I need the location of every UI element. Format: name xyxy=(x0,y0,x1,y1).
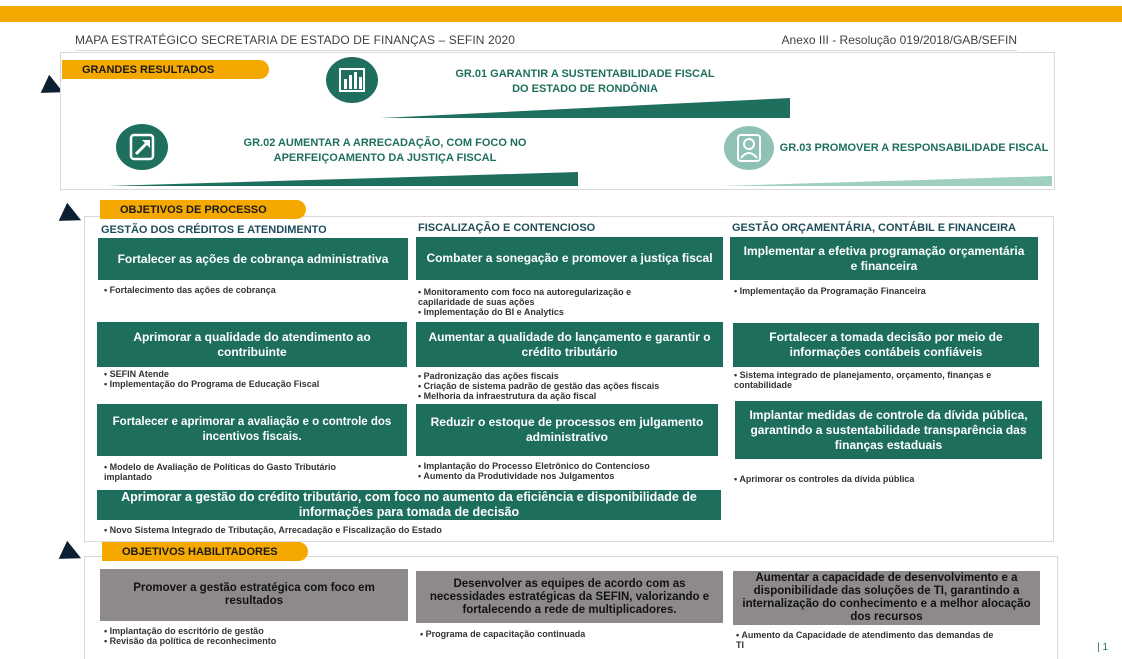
objective-tax-credit-management: Aprimorar a gestão do crédito tributário, com foco no aumento da eficiência e disponibilidade de informações para tomada de decisão xyxy=(97,490,721,520)
objective-tax-assessment: Aumentar a qualidade do lançamento e garantir o crédito tributário xyxy=(416,322,723,367)
it-initiatives: • Aumento da Capacidade de atendimento das demandas de TI xyxy=(736,630,994,650)
assessment-initiatives: • Padronização das ações fiscais • Criação de sistema padrão de gestão das ações fiscais • Melhoria da infraestrutura da ação fiscal xyxy=(418,371,660,401)
process-tab: OBJETIVOS DE PROCESSO xyxy=(100,200,306,219)
strategic-initiatives: • Implantação do escritório de gestão • Revisão da política de reconhecimento xyxy=(104,626,277,646)
col-credits-heading: GESTÃO DOS CRÉDITOS E ATENDIMENTO xyxy=(101,224,327,236)
backlog-initiatives: • Implantação do Processo Eletrônico do Contencioso • Aumento da Produtividade nos Julgamentos xyxy=(418,461,650,481)
enabler-strategic-management: Promover a gestão estratégica com foco em resultados xyxy=(100,569,408,621)
enabler-team-development: Desenvolver as equipes de acordo com as necessidades estratégicas da SEFIN, valorizando e fortalecendo a rede de multiplicadores. xyxy=(416,571,723,623)
annex-reference: Anexo III - Resolução 019/2018/GAB/SEFIN xyxy=(781,33,1017,47)
section-arrow-icon xyxy=(59,203,86,230)
objective-public-debt: Implantar medidas de controle da dívida pública, garantindo a sustentabilidade transparência das finanças estaduais xyxy=(735,401,1042,459)
objective-evasion: Combater a sonegação e promover a justiça fiscal xyxy=(416,237,723,280)
team-initiatives: • Programa de capacitação continuada xyxy=(420,629,586,639)
gr03-wedge xyxy=(722,176,1052,186)
enablers-tab: OBJETIVOS HABILITADORES xyxy=(102,542,308,561)
objective-backlog: Reduzir o estoque de processos em julgamento administrativo xyxy=(416,404,718,456)
arrow-up-right-icon xyxy=(116,124,168,170)
budget-initiatives: • Implementação da Programação Financeira xyxy=(734,286,926,296)
objective-budget-programming: Implementar a efetiva programação orçamentária e financeira xyxy=(730,237,1038,280)
gr02-wedge xyxy=(108,172,578,186)
enabler-it-capacity: Aumentar a capacidade de desenvolvimento e a disponibilidade das soluções de TI, garantindo a internalização do conhecimento e a melhor alocação dos recursos xyxy=(733,571,1040,625)
person-icon xyxy=(724,126,774,170)
page-title: MAPA ESTRATÉGICO SECRETARIA DE ESTADO DE FINANÇAS – SEFIN 2020 xyxy=(75,33,516,47)
collection-initiatives: • Fortalecimento das ações de cobrança xyxy=(104,285,276,295)
evasion-initiatives: • Monitoramento com foco na autoregularização e capilaridade de suas ações • Implementação do BI e Analytics xyxy=(418,287,632,317)
col-inspection-heading: FISCALIZAÇÃO E CONTENCIOSO xyxy=(418,222,596,234)
page-number: | 1 xyxy=(1097,642,1108,653)
service-initiatives: • SEFIN Atende • Implementação do Programa de Educação Fiscal xyxy=(104,369,320,389)
debt-initiatives: • Aprimorar os controles da dívida pública xyxy=(734,474,915,484)
gr01-label: GR.01 GARANTIR A SUSTENTABILIDADE FISCAL DO ESTADO DE RONDÔNIA xyxy=(455,68,715,95)
header-divider xyxy=(75,50,1017,51)
gr02-label: GR.02 AUMENTAR A ARRECADAÇÃO, COM FOCO NO APERFEIÇOAMENTO DA JUSTIÇA FISCAL xyxy=(243,137,527,164)
col-budget-heading: GESTÃO ORÇAMENTÁRIA, CONTÁBIL E FINANCEIRA xyxy=(732,222,1016,234)
tax-credit-initiatives: • Novo Sistema Integrado de Tributação, Arrecadação e Fiscalização do Estado xyxy=(104,525,442,535)
results-tab: GRANDES RESULTADOS xyxy=(62,60,269,79)
gr01-wedge xyxy=(380,98,790,118)
accounting-initiatives: • Sistema integrado de planejamento, orçamento, finanças e contabilidade xyxy=(734,370,992,390)
bar-chart-icon xyxy=(326,57,378,103)
top-white-strip xyxy=(0,0,1122,6)
gr03-label: GR.03 PROMOVER A RESPONSABILIDADE FISCAL xyxy=(779,142,1049,154)
objective-incentives: Fortalecer e aprimorar a avaliação e o controle dos incentivos fiscais. xyxy=(97,404,407,456)
incentives-initiatives: • Modelo de Avaliação de Políticas do Gasto Tributário implantado xyxy=(104,462,337,482)
objective-collection: Fortalecer as ações de cobrança administrativa xyxy=(98,238,408,280)
objective-accounting-info: Fortalecer a tomada decisão por meio de informações contábeis confiáveis xyxy=(733,323,1039,367)
section-arrow-icon xyxy=(59,541,86,568)
objective-service-quality: Aprimorar a qualidade do atendimento ao contribuinte xyxy=(97,322,407,367)
